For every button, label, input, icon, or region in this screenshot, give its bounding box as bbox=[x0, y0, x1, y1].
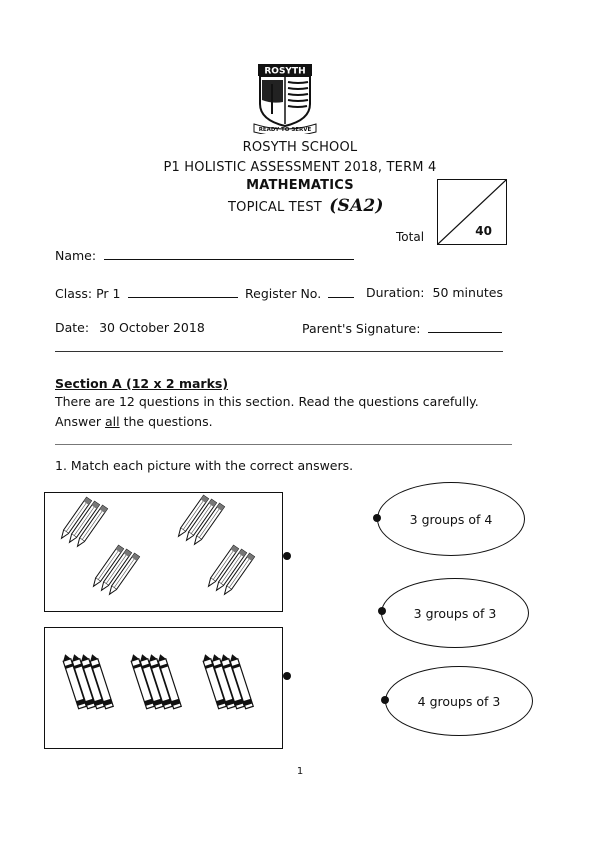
answer-oval-3[interactable] bbox=[385, 666, 533, 736]
section-a-instruction-1: There are 12 questions in this section. Read the questions carefully. bbox=[55, 394, 479, 409]
register-label: Register No. bbox=[245, 286, 322, 301]
match-dot-picture-1[interactable] bbox=[283, 552, 291, 560]
class-blank[interactable] bbox=[128, 285, 238, 298]
instruction-text-emphasis: all bbox=[105, 414, 120, 429]
crest-name-text: ROSYTH bbox=[264, 66, 306, 77]
register-field bbox=[245, 285, 354, 301]
header-divider bbox=[55, 351, 503, 352]
picture-box-crayons[interactable] bbox=[44, 627, 283, 749]
date-field bbox=[55, 320, 205, 335]
register-blank[interactable] bbox=[328, 285, 354, 298]
subject-title: MATHEMATICS bbox=[246, 178, 354, 193]
school-crest-logo bbox=[252, 62, 318, 134]
signature-blank[interactable] bbox=[428, 320, 502, 333]
match-dot-answer-1[interactable] bbox=[373, 514, 381, 522]
answer-oval-2[interactable] bbox=[381, 578, 529, 648]
question-1-prompt: 1. Match each picture with the correct answers. bbox=[55, 458, 354, 473]
signature-field bbox=[302, 320, 502, 336]
test-handwritten-annotation: (SA2) bbox=[329, 196, 384, 216]
date-label: Date: bbox=[55, 320, 90, 335]
signature-label: Parent's Signature: bbox=[302, 321, 421, 336]
section-a-instruction-2 bbox=[55, 414, 213, 429]
date-value: 30 October 2018 bbox=[99, 320, 205, 335]
assessment-title: P1 HOLISTIC ASSESSMENT 2018, TERM 4 bbox=[163, 160, 437, 175]
test-title: TOPICAL TEST bbox=[228, 200, 322, 215]
name-blank[interactable] bbox=[104, 247, 354, 260]
class-field bbox=[55, 285, 238, 301]
class-value: Pr 1 bbox=[96, 286, 121, 301]
crayon-groups-illustration bbox=[45, 628, 282, 748]
pencil-groups-illustration bbox=[45, 493, 282, 611]
name-field bbox=[55, 247, 354, 263]
answer-option-3: 4 groups of 3 bbox=[417, 693, 501, 709]
answer-oval-1[interactable] bbox=[377, 482, 525, 556]
section-a-title: Section A (12 x 2 marks) bbox=[55, 376, 229, 391]
name-label: Name: bbox=[55, 248, 97, 263]
school-name: ROSYTH SCHOOL bbox=[242, 140, 358, 155]
match-dot-answer-2[interactable] bbox=[378, 607, 386, 615]
total-score-box bbox=[437, 179, 507, 245]
total-max-score: 40 bbox=[475, 224, 492, 238]
crest-motto-text: READY TO SERVE bbox=[258, 127, 312, 133]
match-dot-answer-3[interactable] bbox=[381, 696, 389, 704]
match-dot-picture-2[interactable] bbox=[283, 672, 291, 680]
instruction-text-pre: Answer bbox=[55, 414, 106, 429]
test-title-line bbox=[228, 196, 428, 216]
page-number: 1 bbox=[296, 766, 304, 777]
duration-value: 50 minutes bbox=[432, 285, 503, 300]
answer-option-1: 3 groups of 4 bbox=[409, 511, 493, 527]
instruction-text-post: the questions. bbox=[119, 414, 213, 429]
class-label: Class: bbox=[55, 286, 93, 301]
duration-field bbox=[366, 285, 503, 300]
total-box-diagonal bbox=[438, 180, 506, 244]
total-label: Total bbox=[396, 230, 425, 244]
section-divider bbox=[55, 444, 512, 445]
picture-box-pencils[interactable] bbox=[44, 492, 283, 612]
duration-label: Duration: bbox=[366, 285, 425, 300]
answer-option-2: 3 groups of 3 bbox=[413, 605, 497, 621]
